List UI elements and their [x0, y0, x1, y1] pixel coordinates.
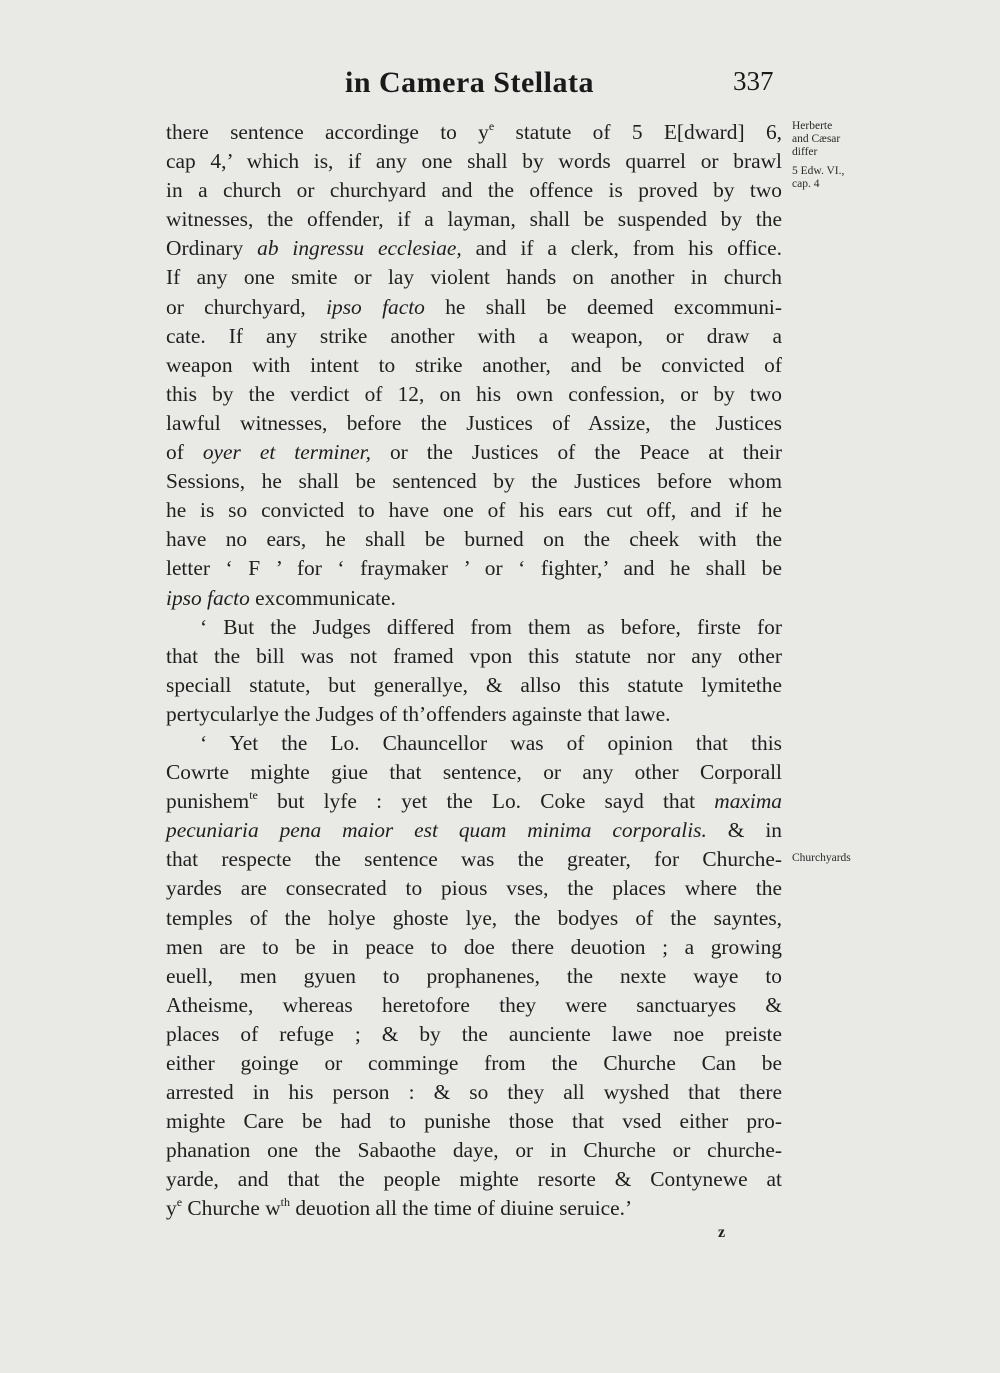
text-line: Sessions, he shall be sentenced by the Justices before whom [166, 469, 782, 494]
text-line: of oyer et terminer, or the Justices of the Peace at their [166, 440, 782, 465]
text-line: weapon with intent to strike another, and be convicted of [166, 352, 782, 377]
margin-note-herberte: Herberte and Cæsar differ [792, 120, 841, 158]
text-line: arrested in his person : & so they all wyshed that there [166, 1080, 782, 1105]
text-line: phanation one the Sabaothe daye, or in Churche or churche- [166, 1138, 782, 1163]
text-line: that respecte the sentence was the greater, for Churche- [166, 847, 782, 872]
text-line: letter ‘ F ’ for ‘ fraymaker ’ or ‘ fighter,’ and he shall be [166, 556, 782, 581]
text-line: in a church or churchyard and the offence is proved by two [166, 178, 782, 203]
text-line: Atheisme, whereas heretofore they were sanctuaryes & [166, 992, 782, 1017]
text-line: cate. If any strike another with a weapon, or draw a [166, 323, 782, 348]
text-line: men are to be in peace to doe there deuotion ; a growing [166, 934, 782, 959]
text-line: pertycularlye the Judges of th’offenders againste that lawe. [166, 701, 671, 726]
text-line: If any one smite or lay violent hands on another in church [166, 265, 782, 290]
text-line: Cowrte mighte giue that sentence, or any other Corporall [166, 760, 782, 785]
text-line: Ordinary ab ingressu ecclesiae, and if a clerk, from his office. [166, 236, 782, 261]
page-number: 337 [733, 66, 774, 96]
margin-note-statute-ref: 5 Edw. VI., cap. 4 [792, 165, 845, 190]
text-line: or churchyard, ipso facto he shall be deemed excommuni- [166, 294, 782, 319]
text-line: yardes are consecrated to pious vses, the places where the [166, 876, 782, 901]
text-line: lawful witnesses, before the Justices of Assize, the Justices [166, 410, 782, 435]
text-line: that the bill was not framed vpon this statute nor any other [166, 643, 782, 668]
text-line: either goinge or comminge from the Churche Can be [166, 1051, 782, 1075]
text-line: pecuniaria pena maior est quam minima corporalis. & in [166, 818, 782, 843]
text-line: places of refuge ; & by the aunciente lawe noe preiste [166, 1021, 782, 1046]
text-line: witnesses, the offender, if a layman, shall be suspended by the [166, 207, 782, 232]
text-line: have no ears, he shall be burned on the cheek with the [166, 527, 782, 552]
text-line: ‘ But the Judges differed from them as before, firste for [200, 614, 782, 639]
text-line: this by the verdict of 12, on his own confession, or by two [166, 381, 782, 406]
text-line: ‘ Yet the Lo. Chauncellor was of opinion that this [200, 730, 782, 755]
text-line: he is so convicted to have one of his ears cut off, and if he [166, 498, 782, 523]
body-text [166, 118, 782, 1224]
margin-note-churchyards: Churchyards [792, 852, 851, 864]
text-line: cap 4,’ which is, if any one shall by words quarrel or brawl [166, 149, 782, 174]
text-line: yarde, and that the people mighte resorte & Contynewe at [166, 1167, 782, 1192]
text-line: punishem$^{te}$ but lyfe : yet the Lo. Coke sayd that maxima [166, 788, 782, 814]
running-title: in Camera Stellata [345, 66, 594, 99]
text-line: euell, men gyuen to prophanenes, the nexte waye to [166, 963, 782, 988]
text-line: ipso facto excommunicate. [166, 585, 396, 610]
signature-mark: z [718, 1224, 726, 1241]
text-line: mighte Care be had to punishe those that vsed either pro- [166, 1109, 782, 1134]
text-line: there sentence accordinge to $y^e$ statute of 5 E[dward] 6, [166, 119, 782, 144]
text-line: $y^e$ Churche $w^{th}$ deuotion all the time of diuine seruice.’ [166, 1195, 633, 1221]
text-line: speciall statute, but generallye, & allso this statute lymitethe [166, 672, 782, 697]
text-line: temples of the holye ghoste lye, the bodyes of the sayntes, [166, 905, 782, 930]
